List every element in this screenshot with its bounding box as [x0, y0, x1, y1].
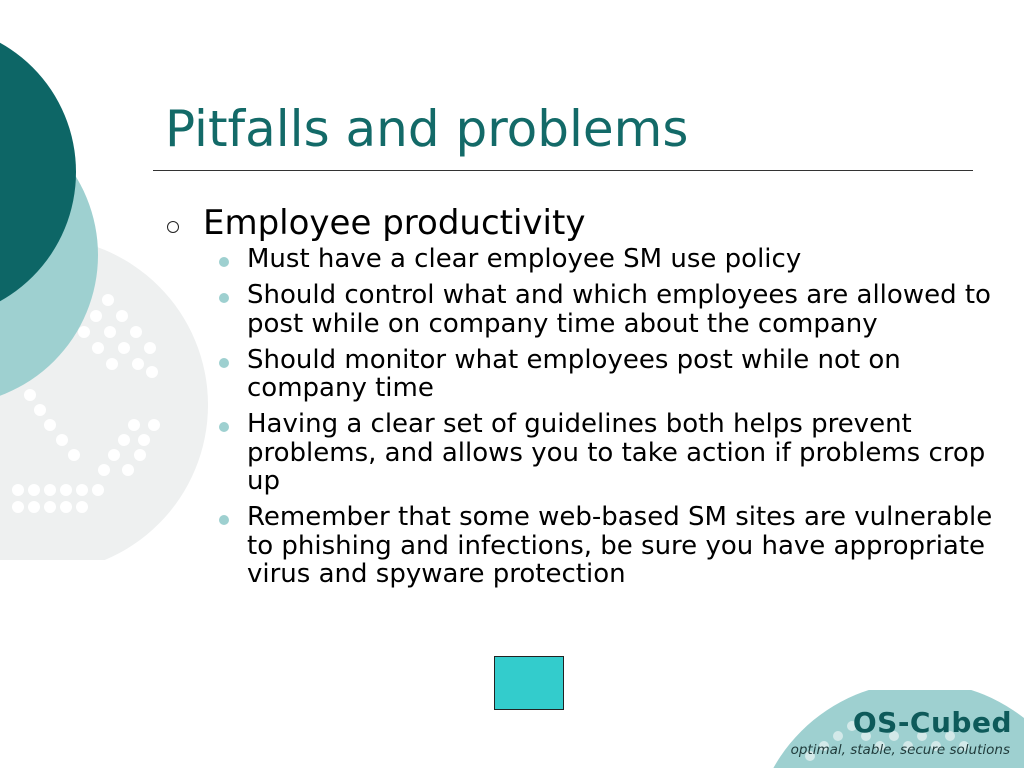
- slide-content: [165, 201, 995, 596]
- sub-bullet-item: [165, 410, 995, 496]
- sub-bullet-text: Remember that some web-based SM sites are vulnerable to phishing and infections, be sure you have appropriate virus and spyware protection: [247, 502, 993, 589]
- sub-bullet-text: Having a clear set of guidelines both helps prevent problems, and allows you to take action if problems crop up: [247, 409, 986, 496]
- hollow-circle-bullet-icon: [167, 221, 179, 233]
- os-cubed-logo: [740, 690, 1024, 768]
- slide-title: Pitfalls and problems: [165, 100, 689, 158]
- dot-bullet-icon: [219, 358, 229, 368]
- bullet-text: Employee productivity: [203, 203, 586, 243]
- sub-bullet-list: [165, 245, 995, 589]
- sub-bullet-item: [165, 245, 995, 274]
- sub-bullet-text: Should monitor what employees post while not on company time: [247, 344, 901, 403]
- sub-bullet-item: [165, 503, 995, 589]
- bullet-employee-productivity: [165, 201, 995, 245]
- dot-bullet-icon: [219, 257, 229, 267]
- title-divider: [153, 170, 973, 171]
- teal-rectangle-shape: [494, 656, 564, 710]
- sub-bullet-item: [165, 281, 995, 338]
- dot-bullet-icon: [219, 515, 229, 525]
- sub-bullet-text: Should control what and which employees are allowed to post while on company time about the company: [247, 280, 991, 339]
- sub-bullet-text: Must have a clear employee SM use policy: [247, 244, 802, 274]
- dot-bullet-icon: [219, 422, 229, 432]
- dot-bullet-icon: [219, 293, 229, 303]
- logo-name: OS-Cubed: [852, 706, 1012, 739]
- logo-tagline: optimal, stable, secure solutions: [790, 742, 1010, 758]
- sub-bullet-item: [165, 346, 995, 403]
